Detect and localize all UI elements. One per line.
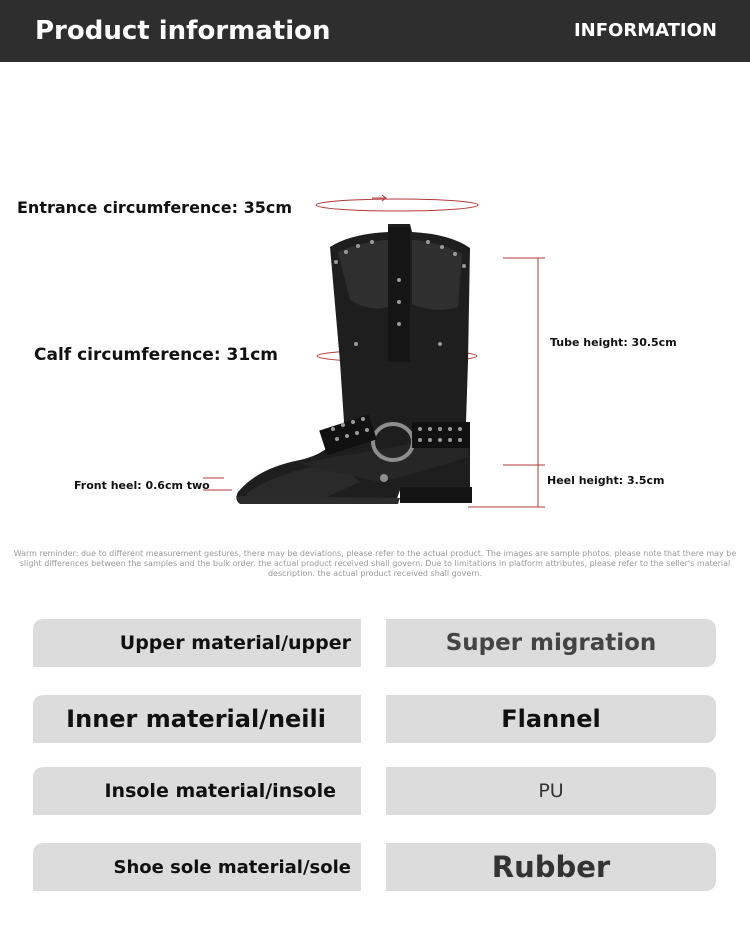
- heel-height-label: Heel height: 3.5cm: [547, 474, 665, 487]
- boot-illustration: [0, 62, 750, 542]
- material-value: Super migration: [386, 619, 716, 667]
- material-label: Inner material/neili: [33, 695, 361, 743]
- tube-height-line: [503, 258, 545, 507]
- section-label: INFORMATION: [573, 20, 717, 41]
- front-heel-label: Front heel: 0.6cm two: [74, 479, 210, 492]
- page-title: Product information: [35, 16, 331, 46]
- warm-reminder: Warm reminder: due to different measurement gestures, there may be deviations, please refer to the actual product. The images are sample photos. please note that there may be slight differences between the samples and the bulk order. the actual product received shall govern. Due to limitations in platform attributes, please refer to the seller's material description. the actual product received shall govern.: [13, 549, 737, 578]
- calf-circumference-label: Calf circumference: 31cm: [34, 345, 278, 365]
- heel-height-line: [468, 465, 545, 507]
- material-value: PU: [386, 767, 716, 815]
- material-value: Flannel: [386, 695, 716, 743]
- material-label: Shoe sole material/sole: [33, 843, 361, 891]
- measurement-diagram: [0, 62, 750, 542]
- material-label: Insole material/insole: [33, 767, 361, 815]
- entrance-measure-line: [316, 195, 478, 211]
- material-label: Upper material/upper: [33, 619, 361, 667]
- material-value: Rubber: [386, 843, 716, 891]
- header-bar: [0, 0, 750, 62]
- tube-height-label: Tube height: 30.5cm: [550, 336, 677, 349]
- entrance-circumference-label: Entrance circumference: 35cm: [17, 198, 293, 217]
